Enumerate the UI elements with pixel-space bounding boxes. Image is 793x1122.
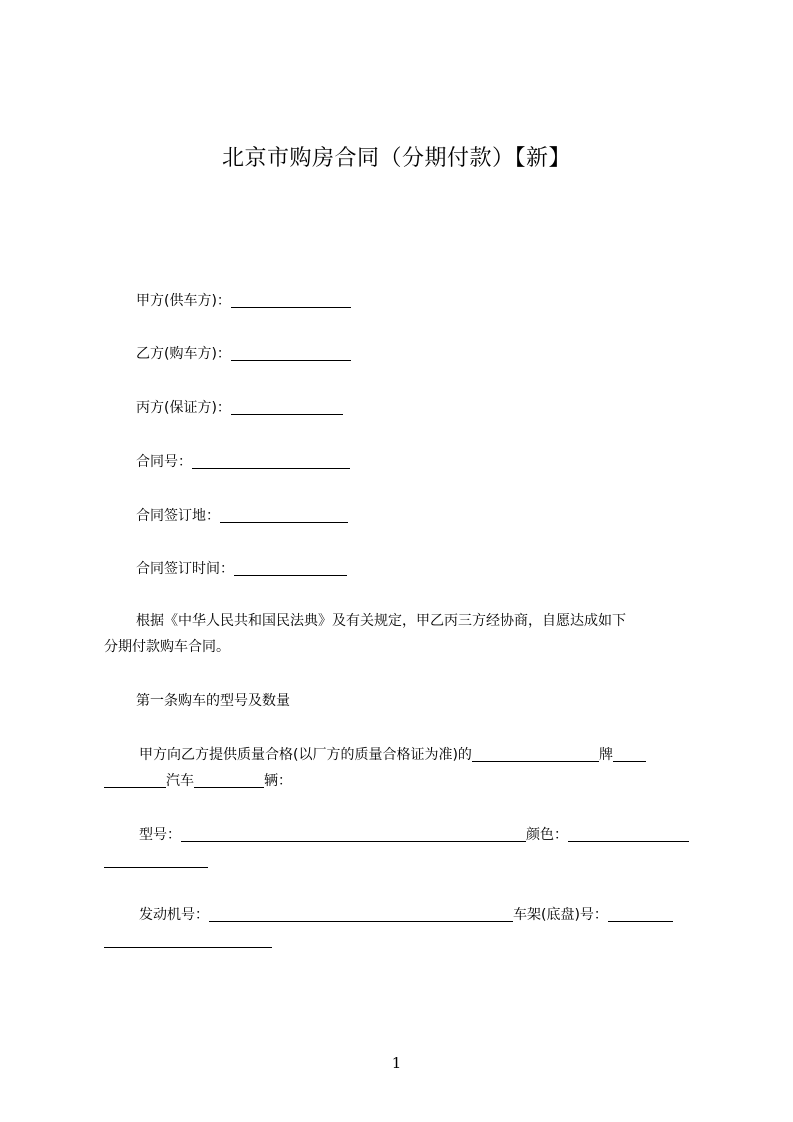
party-b-blank[interactable] <box>231 346 351 361</box>
unit-label: 辆： <box>264 773 292 789</box>
chassis-blank[interactable] <box>608 907 673 922</box>
sign-place-label: 合同签订地： <box>136 508 220 524</box>
party-a-blank[interactable] <box>231 293 351 308</box>
quantity-blank[interactable] <box>194 773 264 788</box>
party-b-line <box>136 344 351 364</box>
model-color-line <box>139 825 689 845</box>
engine-label: 发动机号： <box>139 907 209 923</box>
contract-no-label: 合同号： <box>136 454 192 470</box>
article-1-heading: 第一条购车的型号及数量 <box>136 693 290 709</box>
page-number: 1 <box>391 1054 402 1072</box>
supply-line <box>139 745 646 765</box>
intro-line-2: 分期付款购车合同。 <box>104 639 230 655</box>
sign-time-line <box>136 559 347 579</box>
engine-blank[interactable] <box>209 907 513 922</box>
contract-no-line <box>136 452 350 472</box>
color-label: 颜色： <box>526 827 568 843</box>
chassis-line-cont <box>104 931 272 951</box>
sign-time-blank[interactable] <box>234 561 347 576</box>
document-title: 北京市购房合同（分期付款）【新】 <box>221 146 571 171</box>
chassis-label: 车架(底盘)号： <box>513 907 608 923</box>
brand-label: 牌 <box>598 747 613 763</box>
color-blank[interactable] <box>568 827 689 842</box>
brand-cont-blank-2[interactable] <box>104 773 166 788</box>
contract-no-blank[interactable] <box>192 454 350 469</box>
party-a-line <box>136 291 351 311</box>
brand-cont-blank[interactable] <box>613 747 646 762</box>
supply-line-cont <box>104 771 292 791</box>
model-label: 型号： <box>139 827 181 843</box>
sign-time-label: 合同签订时间： <box>136 561 234 577</box>
car-label: 汽车 <box>166 773 194 789</box>
party-b-label: 乙方(购车方)： <box>136 346 231 362</box>
color-cont-blank[interactable] <box>104 853 208 868</box>
party-c-label: 丙方(保证方)： <box>136 400 231 416</box>
color-line-cont <box>104 851 208 871</box>
intro-line-1: 根据《中华人民共和国民法典》及有关规定，甲乙丙三方经协商，自愿达成如下 <box>136 613 626 629</box>
party-c-blank[interactable] <box>231 400 343 415</box>
party-a-label: 甲方(供车方)： <box>136 293 231 309</box>
model-blank[interactable] <box>181 827 526 842</box>
chassis-cont-blank[interactable] <box>104 933 272 948</box>
supply-text: 甲方向乙方提供质量合格(以厂方的质量合格证为准)的 <box>139 747 472 763</box>
engine-chassis-line <box>139 905 673 925</box>
brand-blank[interactable] <box>472 747 599 762</box>
sign-place-blank[interactable] <box>220 508 348 523</box>
sign-place-line <box>136 506 348 526</box>
party-c-line <box>136 398 343 418</box>
